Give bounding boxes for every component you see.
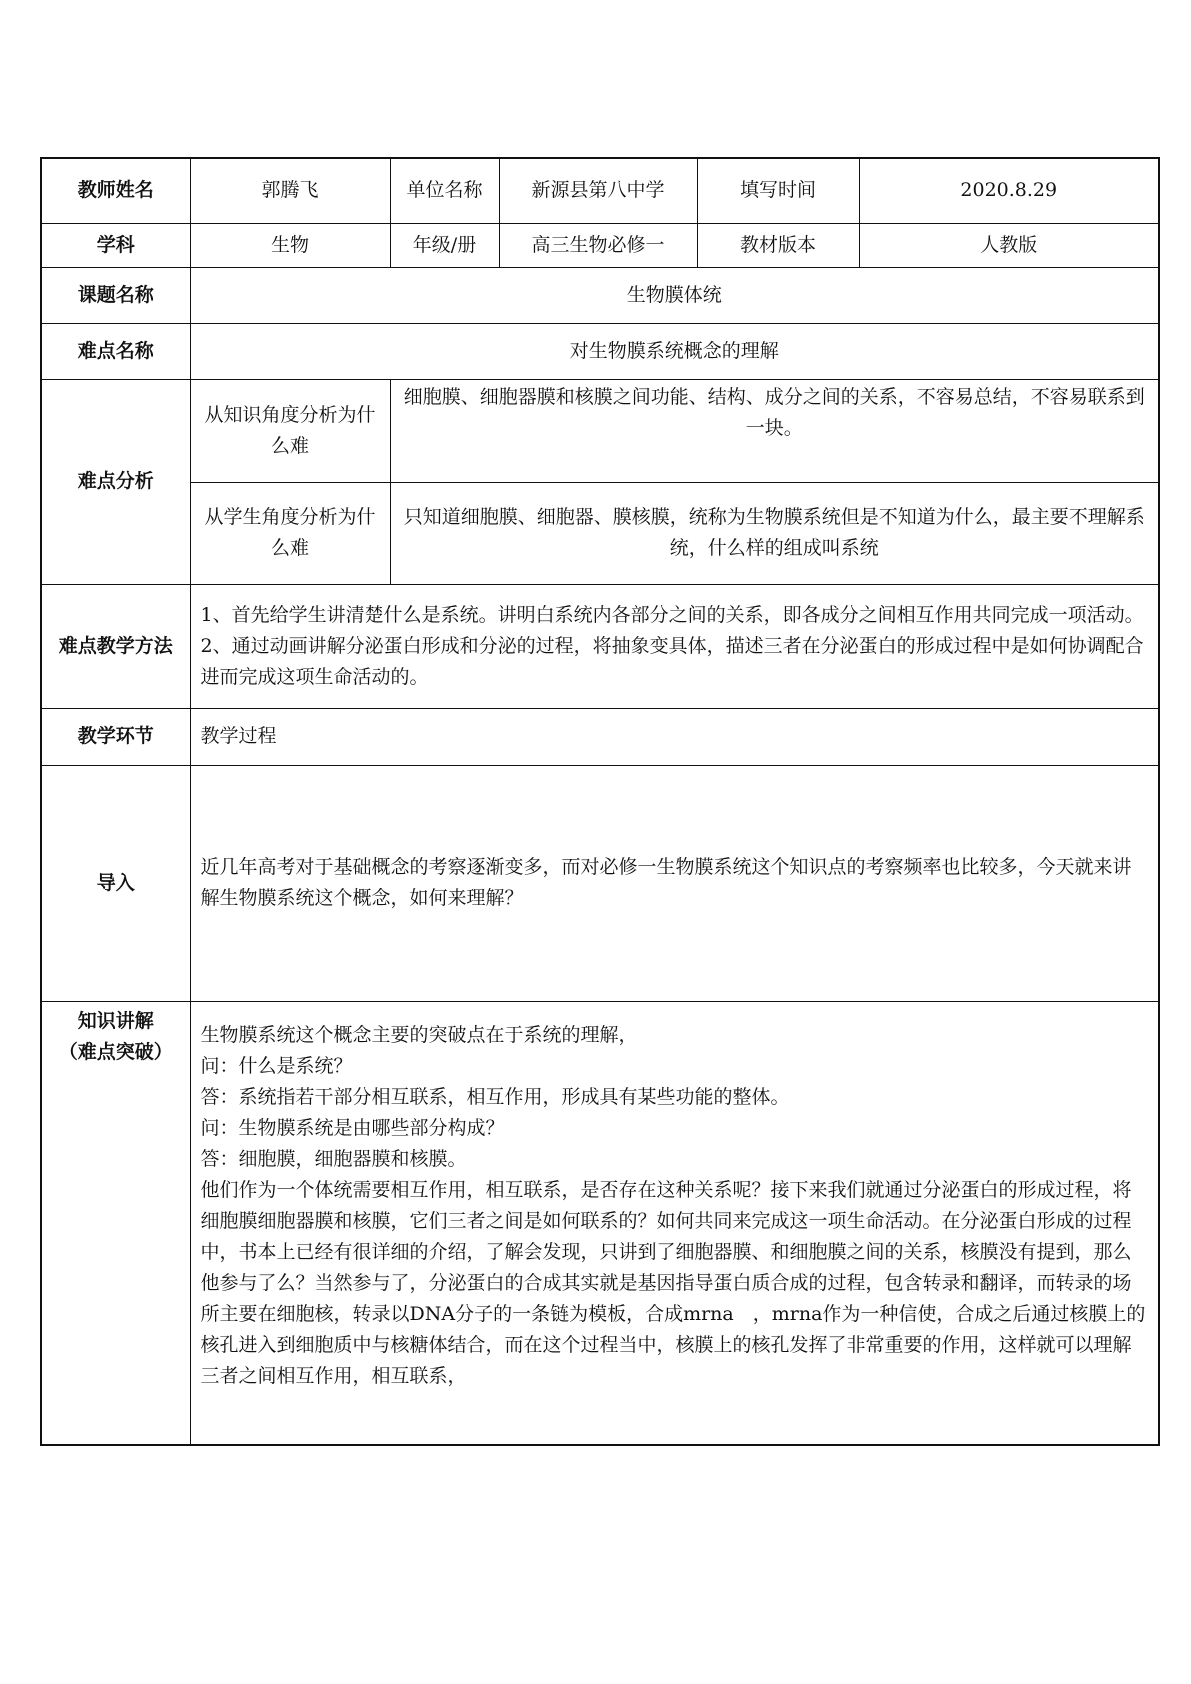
subject-label: 学科 [41,223,190,267]
topic-row [41,267,1159,323]
subject-value: 生物 [190,223,390,267]
steps-row [41,708,1159,765]
knowledge-line-2: 问：什么是系统？ [200,1054,353,1077]
difficulty-row [41,323,1159,379]
knowledge-label-line1: 知识讲解 [77,1009,154,1032]
difficulty-label: 难点名称 [41,323,190,379]
intro-row [41,765,1159,1001]
lesson-plan-table [40,157,1160,1446]
steps-value: 教学过程 [190,708,1159,765]
info-row-1 [41,158,1159,223]
method-item-1: 1、首先给学生讲清楚什么是系统。讲明白系统内各部分之间的关系，即各成分之间相互作用共同完成一项活动。 [200,603,1144,626]
knowledge-line-6: 他们作为一个体统需要相互作用，相互联系，是否存在这种关系呢？接下来我们就通过分泌蛋白的形成过程，将细胞膜细胞器膜和核膜，它们三者之间是如何联系的？如何共同来完成这一项生命活动。在分泌蛋白形成的过程中，书本上已经有很详细的介绍，了解会发现，只讲到了细胞器膜、和细胞膜之间的关系，核膜没有提到，那么他参与了么？当然参与了，分泌蛋白的合成其实就是基因指导蛋白质合成的过程，包含转录和翻译，而转录的场所主要在细胞核，转录以DNA分子的一条链为模板，合成mrna ，mrna作为一种信使，合成之后通过核膜上的核孔进入到细胞质中与核糖体结合，而在这个过程当中，核膜上的核孔发挥了非常重要的作用，这样就可以理解三者之间相互作用，相互联系， [200,1178,1146,1387]
unit-name: 新源县第八中学 [499,158,697,223]
knowledge-angle-text: 细胞膜、细胞器膜和核膜之间功能、结构、成分之间的关系，不容易总结，不容易联系到一块。 [390,379,1159,482]
knowledge-row [41,1001,1159,1445]
student-angle-text: 只知道细胞膜、细胞器、膜核膜，统称为生物膜系统但是不知道为什么，最主要不理解系统，什么样的组成叫系统 [390,482,1159,584]
difficulty-value: 对生物膜系统概念的理解 [190,323,1159,379]
teacher-name: 郭腾飞 [190,158,390,223]
knowledge-angle-label: 从知识角度分析为什么难 [190,379,390,482]
knowledge-label-line2: （难点突破） [58,1040,173,1063]
analysis-row-knowledge [41,379,1159,482]
grade-value: 高三生物必修一 [499,223,697,267]
steps-label: 教学环节 [41,708,190,765]
method-row [41,584,1159,708]
analysis-label: 难点分析 [41,379,190,584]
intro-label: 导入 [41,765,190,1001]
topic-label: 课题名称 [41,267,190,323]
analysis-row-student [41,482,1159,584]
knowledge-body [190,1001,1159,1445]
method-label: 难点教学方法 [41,584,190,708]
unit-label: 单位名称 [390,158,499,223]
knowledge-label [41,1001,190,1445]
info-row-2 [41,223,1159,267]
method-text [190,584,1159,708]
knowledge-line-3: 答：系统指若干部分相互联系，相互作用，形成具有某些功能的整体。 [200,1085,790,1108]
method-item-2: 2、通过动画讲解分泌蛋白形成和分泌的过程，将抽象变具体，描述三者在分泌蛋白的形成过程中是如何协调配合进而完成这项生命活动的。 [200,634,1144,688]
knowledge-line-1: 生物膜系统这个概念主要的突破点在于系统的理解， [200,1023,638,1046]
knowledge-line-4: 问：生物膜系统是由哪些部分构成？ [200,1116,505,1139]
date-label: 填写时间 [697,158,859,223]
grade-label: 年级/册 [390,223,499,267]
teacher-label: 教师姓名 [41,158,190,223]
edition-value: 人教版 [859,223,1159,267]
topic-value: 生物膜体统 [190,267,1159,323]
date-value: 2020.8.29 [859,158,1159,223]
student-angle-label: 从学生角度分析为什么难 [190,482,390,584]
intro-text: 近几年高考对于基础概念的考察逐渐变多，而对必修一生物膜系统这个知识点的考察频率也比较多，今天就来讲解生物膜系统这个概念，如何来理解？ [190,765,1159,1001]
edition-label: 教材版本 [697,223,859,267]
knowledge-line-5: 答：细胞膜，细胞器膜和核膜。 [200,1147,467,1170]
